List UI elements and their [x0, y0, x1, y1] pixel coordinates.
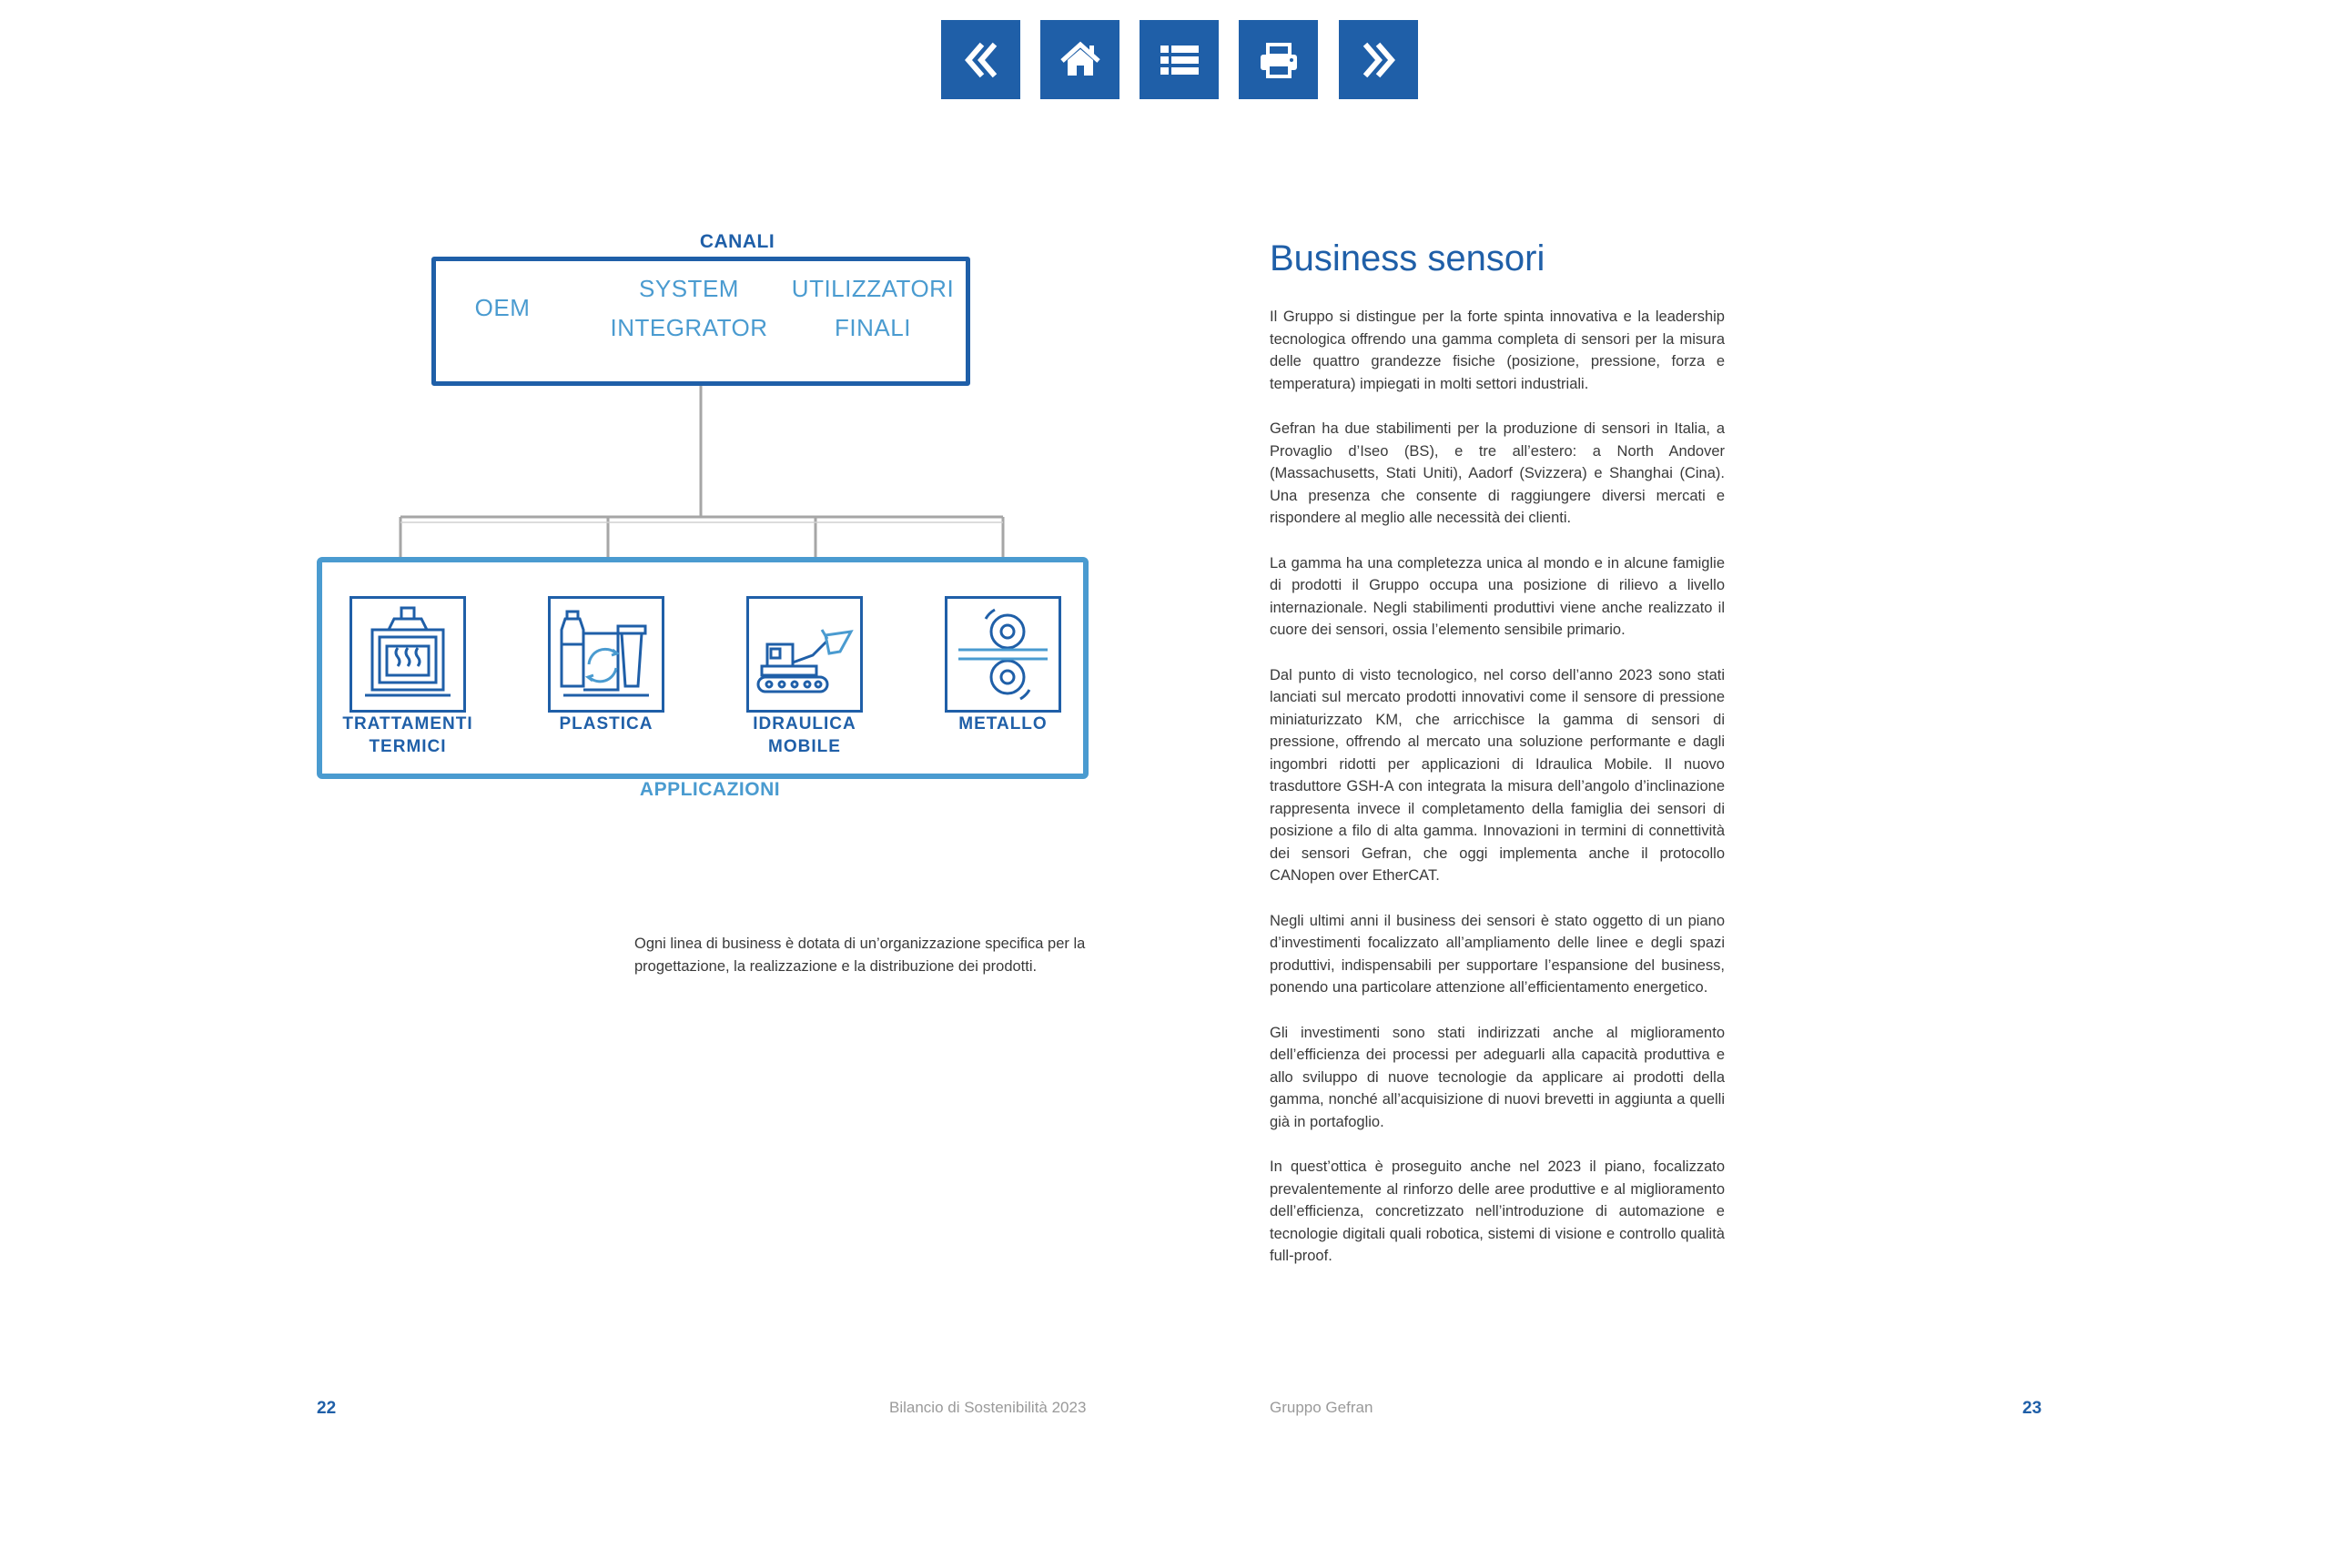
paragraph: Negli ultimi anni il business dei sensori è stato oggetto di un piano d’investimenti focalizzato all’ampliamento delle linee e degli spazi produttivi, indispensabili per supportare l’espansione del business, ponendo una particolare attenzione all’efficientamento energetico.: [1270, 912, 1725, 996]
page-title: Business sensori: [1270, 238, 1545, 278]
tile-metallo: [945, 596, 1061, 713]
excavator-icon: [749, 599, 860, 710]
paragraph: Il Gruppo si distingue per la forte spinta innovativa e la leadership tecnologica offrendo una gamma completa di sensori per la misura delle quattro grandezze fisiche (posizione, pressione, forza e temperatura) impiegati in molti settori industriali.: [1270, 309, 1725, 392]
footer-company: Gruppo Gefran: [1270, 1399, 1373, 1416]
connector-lines: [309, 228, 1101, 573]
home-button[interactable]: [1040, 20, 1119, 99]
paragraph: In quest’ottica è proseguito anche nel 2023 il piano, focalizzato prevalentemente al rinforzo delle aree produttive e al miglioramento dell’efficienza, concretizzato nell’introduzione di automazione e tecnologie digitali quali robotica, sistemi di visione e controllo qualità full-proof.: [1270, 1158, 1725, 1264]
plastic-machine-icon: [551, 599, 662, 710]
page-number-left: 22: [317, 1399, 337, 1418]
app-label-line: PLASTICA: [559, 714, 653, 733]
app-label-idraulica-mobile: [718, 713, 891, 758]
app-label-line: MOBILE: [768, 737, 841, 756]
channel-line: UTILIZZATORI: [791, 275, 955, 302]
app-label-plastica: [520, 713, 693, 735]
double-chevron-right-icon: [1356, 37, 1402, 83]
tile-plastica: [548, 596, 664, 713]
business-diagram: [309, 228, 1101, 810]
home-icon: [1058, 37, 1103, 83]
furnace-icon: [352, 599, 463, 710]
tile-trattamenti-termici: [350, 596, 466, 713]
next-page-button[interactable]: [1339, 20, 1418, 99]
canali-label: CANALI: [699, 231, 775, 252]
paragraph: Gefran ha due stabilimenti per la produzione di sensori in Italia, a Provaglio d’Iseo (BS), e tre all’estero: a North Andover (Massachusetts, Stati Uniti), Aadorf (Svizzera) e Shanghai (Cina). Una presenza che consente di raggiungere diversi mercati e rispondere al meglio alle necessità dei clienti.: [1270, 420, 1725, 526]
app-label-line: IDRAULICA: [753, 714, 856, 733]
footer-report-title: Bilancio di Sostenibilità 2023: [889, 1399, 1087, 1416]
diagram-caption: Ogni linea di business è dotata di un’organizzazione specifica per la progettazione, la realizzazione e la distribuzione dei prodotti.: [634, 936, 1086, 975]
double-chevron-left-icon: [958, 37, 1004, 83]
channel-line: FINALI: [835, 314, 911, 341]
printer-icon: [1256, 37, 1302, 83]
print-button[interactable]: [1239, 20, 1318, 99]
navigation-toolbar: [941, 20, 1418, 100]
list-icon: [1157, 37, 1202, 83]
body-text: [1270, 306, 1725, 1290]
contents-button[interactable]: [1140, 20, 1219, 99]
paragraph: La gamma ha una completezza unica al mondo e in alcune famiglie di prodotti il Gruppo occupa una posizione di rilievo a livello internazionale. Negli stabilimenti produttivi viene anche realizzato il cuore dei sensori, ossia l’elemento sensibile primario.: [1270, 554, 1725, 638]
channel-line: OEM: [474, 294, 531, 321]
app-label-line: METALLO: [958, 714, 1048, 733]
app-label-line: TERMICI: [369, 737, 447, 756]
tile-idraulica-mobile: [746, 596, 863, 713]
app-label-trattamenti-termici: [321, 713, 494, 758]
channel-line: SYSTEM: [639, 275, 739, 302]
first-page-button[interactable]: [941, 20, 1020, 99]
metal-rollers-icon: [947, 599, 1059, 710]
applicazioni-label: APPLICAZIONI: [639, 779, 781, 800]
app-label-metallo: [917, 713, 1089, 735]
channel-line: INTEGRATOR: [610, 314, 768, 341]
app-label-line: TRATTAMENTI: [342, 714, 473, 733]
paragraph: Gli investimenti sono stati indirizzati anche al miglioramento dell’efficienza dei processi per adeguarli alla capacità produttiva e allo sviluppo di nuove tecnologie da applicare ai prodotti della gamma, nonché all’acquisizione di nuovi brevetti in aggiunta a quelli già in portafoglio.: [1270, 1024, 1725, 1130]
page-number-right: 23: [2022, 1399, 2042, 1418]
paragraph: Dal punto di visto tecnologico, nel corso dell’anno 2023 sono stati lanciati sul mercato prodotti innovativi come il sensore di pressione miniaturizzato KM, che arricchisce la gamma di sensori di pressione, offrendo al mercato una soluzione performante e dagli ingombri ridotti per applicazioni di Idraulica Mobile. Il nuovo trasduttore GSH-A con integrata la misura dell’angolo d’inclinazione rappresenta invece il completamento della famiglia dei sensori di posizione a filo di alta gamma. Innovazioni in termini di connettività dei sensori Gefran, che oggi implementa anche il protocollo CANopen over EtherCAT.: [1270, 666, 1725, 884]
